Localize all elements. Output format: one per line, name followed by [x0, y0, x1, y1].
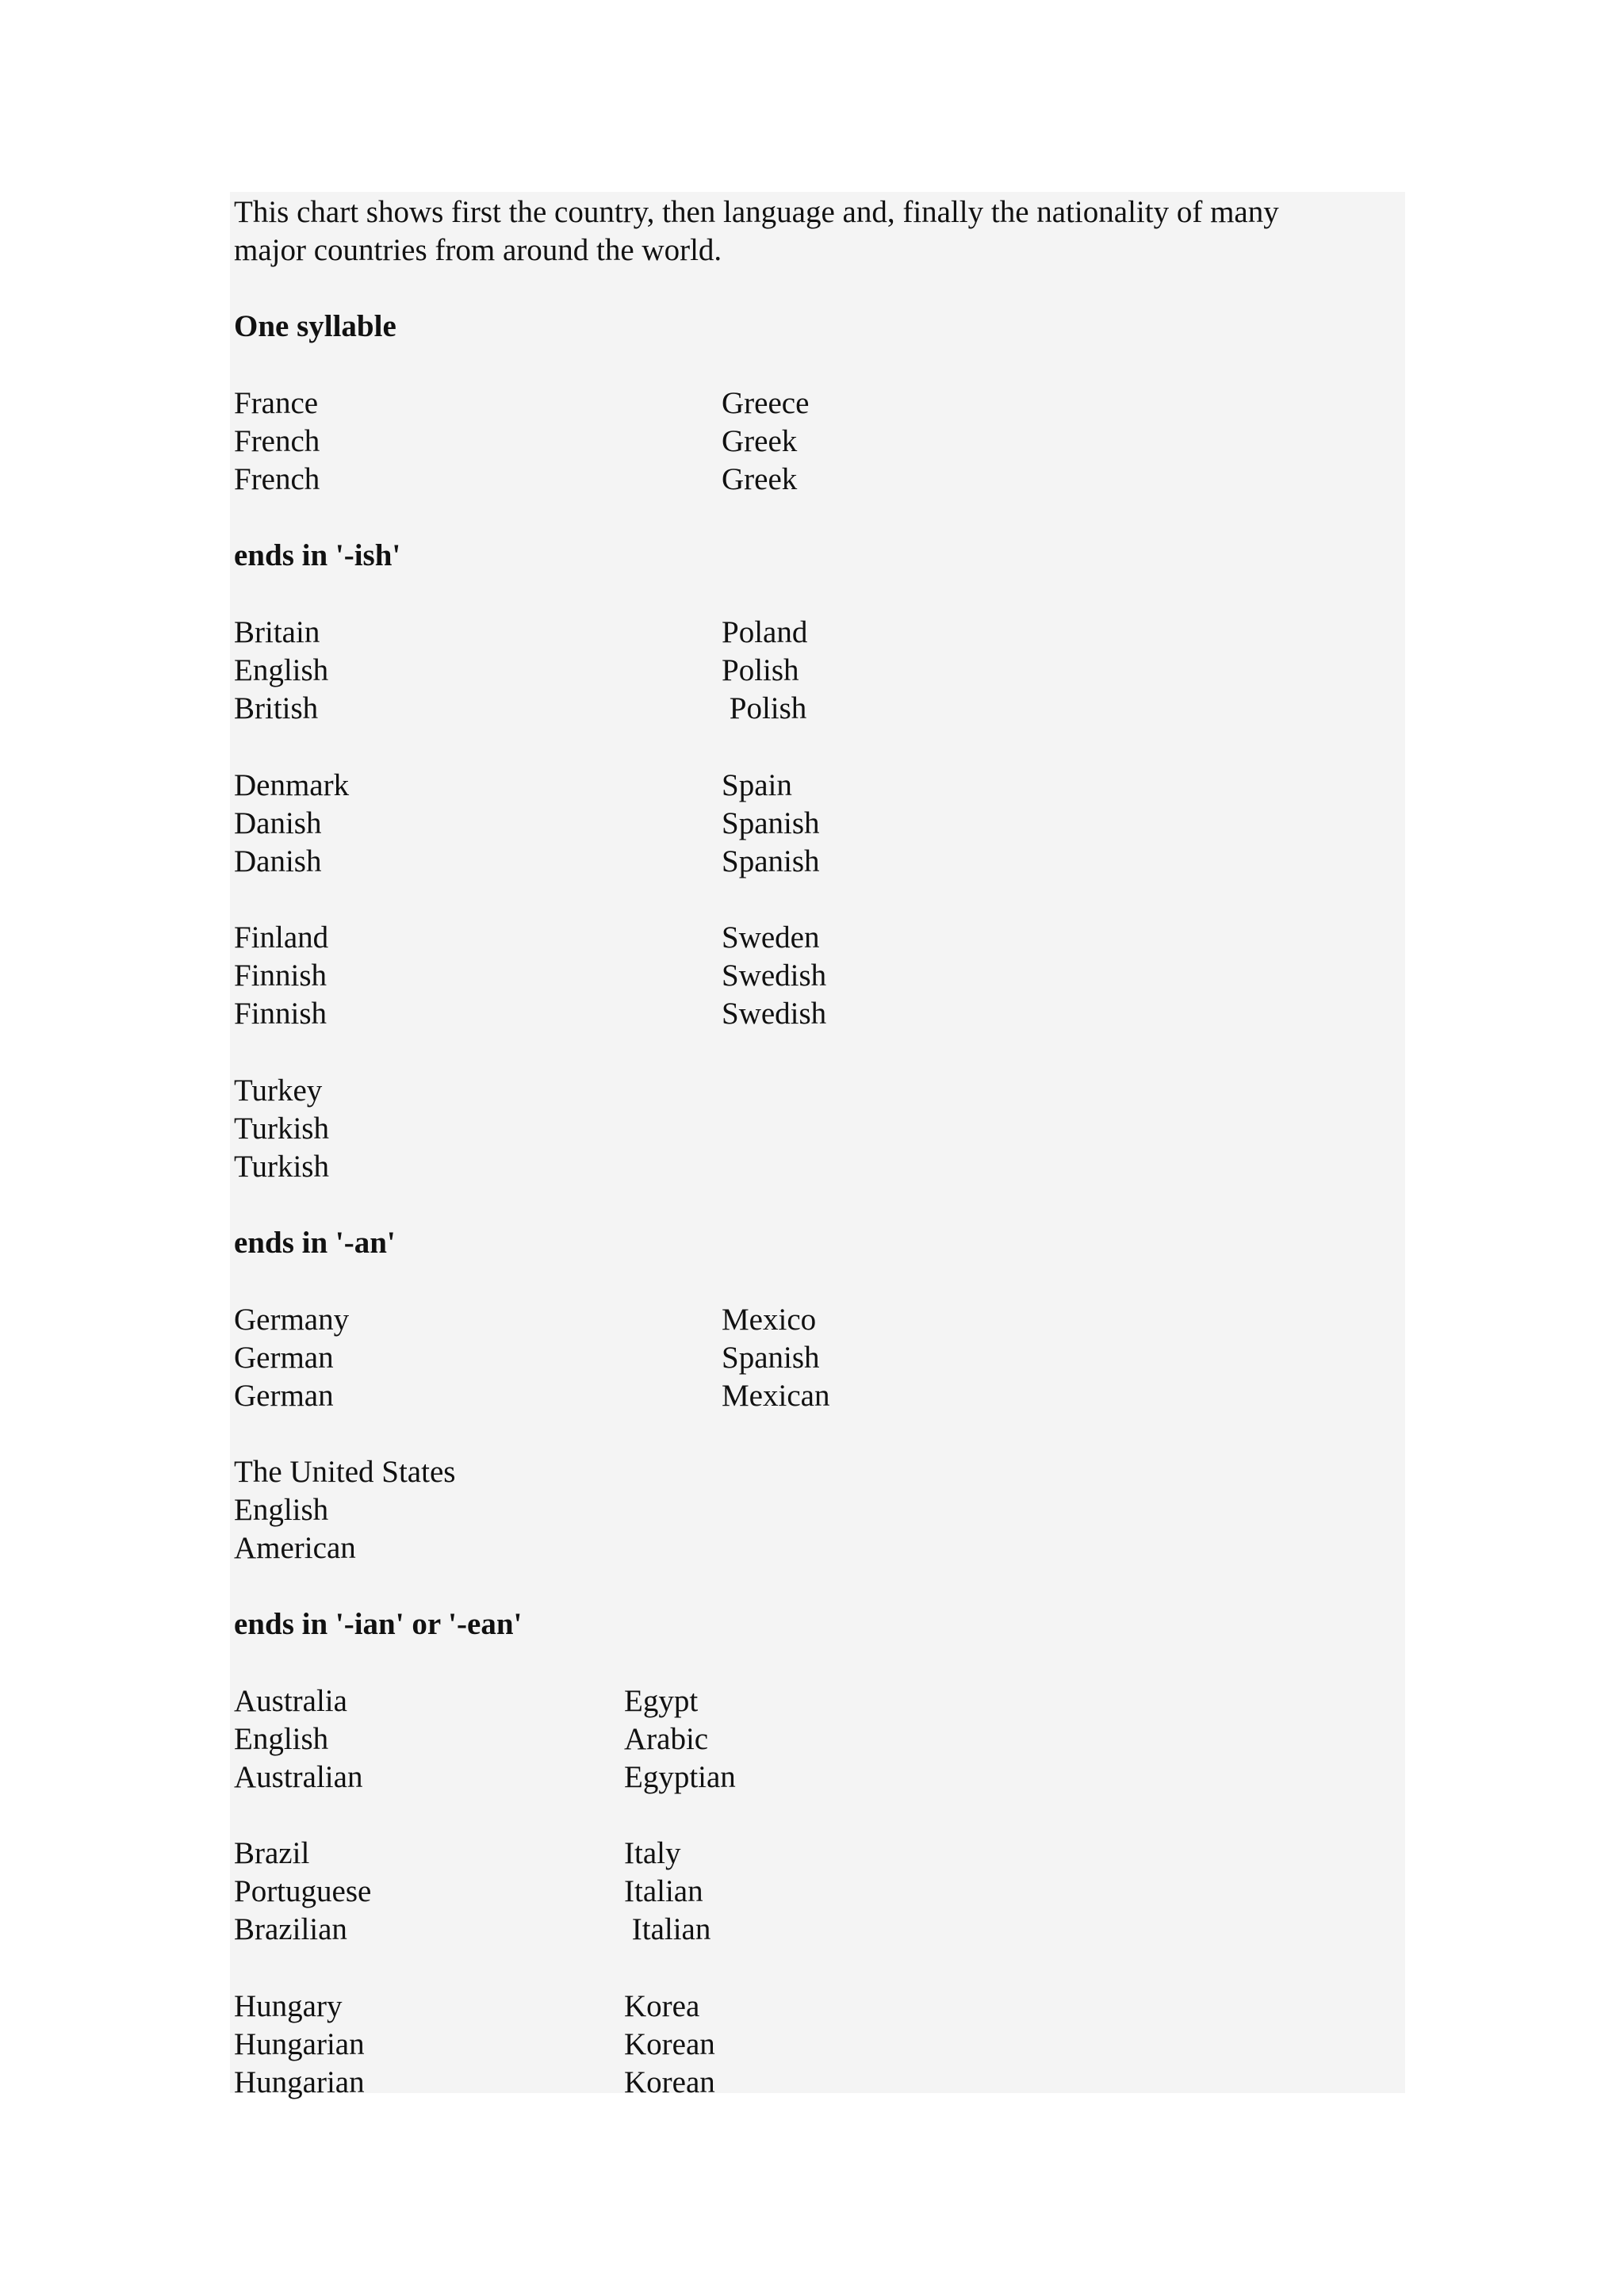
nationality-french: French	[234, 462, 320, 496]
nationality-finnish: Finnish	[234, 997, 327, 1031]
nationality-polish: Polish	[722, 691, 807, 725]
nationality-swedish: Swedish	[722, 997, 827, 1031]
nationality-australian: Australian	[234, 1760, 363, 1794]
country-brazil: Brazil	[234, 1836, 310, 1870]
country-germany: Germany	[234, 1303, 350, 1337]
language-english: English	[234, 653, 329, 687]
country-finland: Finland	[234, 920, 329, 955]
nationality-italian: Italian	[624, 1912, 711, 1946]
language-arabic: Arabic	[624, 1722, 709, 1756]
country-poland: Poland	[722, 615, 808, 649]
country-greece: Greece	[722, 386, 810, 420]
language-italian: Italian	[624, 1874, 703, 1908]
country-italy: Italy	[624, 1836, 681, 1870]
heading-ian-ean: ends in '-ian' or '-ean'	[234, 1607, 523, 1641]
country-mexico: Mexico	[722, 1303, 817, 1337]
country-australia: Australia	[234, 1684, 347, 1718]
language-german: German	[234, 1341, 334, 1375]
country-hungary: Hungary	[234, 1989, 343, 2023]
nationality-brazilian: Brazilian	[234, 1912, 347, 1946]
country-egypt: Egypt	[624, 1684, 699, 1718]
nationality-hungarian: Hungarian	[234, 2065, 365, 2099]
country-sweden: Sweden	[722, 920, 820, 955]
nationality-turkish: Turkish	[234, 1150, 329, 1184]
language-portuguese: Portuguese	[234, 1874, 372, 1908]
language-swedish: Swedish	[722, 959, 827, 993]
language-english-us: English	[234, 1493, 329, 1527]
nationality-spanish: Spanish	[722, 844, 820, 878]
language-korean: Korean	[624, 2027, 715, 2061]
nationality-mexican: Mexican	[722, 1379, 830, 1413]
language-turkish: Turkish	[234, 1112, 329, 1146]
language-polish: Polish	[722, 653, 799, 687]
country-france: France	[234, 386, 319, 420]
country-turkey: Turkey	[234, 1073, 323, 1108]
intro-line-1: This chart shows first the country, then language and, finally the nationality of many	[234, 195, 1279, 229]
language-english-australia: English	[234, 1722, 329, 1756]
nationality-greek: Greek	[722, 462, 798, 496]
country-denmark: Denmark	[234, 768, 350, 802]
country-britain: Britain	[234, 615, 320, 649]
nationality-korean: Korean	[624, 2065, 715, 2099]
language-finnish: Finnish	[234, 959, 327, 993]
country-united-states: The United States	[234, 1455, 456, 1489]
language-hungarian: Hungarian	[234, 2027, 365, 2061]
nationality-german: German	[234, 1379, 334, 1413]
language-spanish: Spanish	[722, 806, 820, 840]
language-french: French	[234, 424, 320, 458]
language-spanish-mexico: Spanish	[722, 1341, 820, 1375]
intro-line-2: major countries from around the world.	[234, 233, 722, 267]
country-spain: Spain	[722, 768, 792, 802]
nationality-egyptian: Egyptian	[624, 1760, 736, 1794]
nationality-american: American	[234, 1531, 356, 1565]
nationality-danish: Danish	[234, 844, 322, 878]
nationality-british: British	[234, 691, 319, 725]
language-danish: Danish	[234, 806, 322, 840]
heading-ish: ends in '-ish'	[234, 538, 401, 572]
document-panel	[230, 192, 1405, 2093]
country-korea: Korea	[624, 1989, 700, 2023]
heading-an: ends in '-an'	[234, 1226, 396, 1260]
heading-one-syllable: One syllable	[234, 309, 396, 343]
language-greek: Greek	[722, 424, 798, 458]
